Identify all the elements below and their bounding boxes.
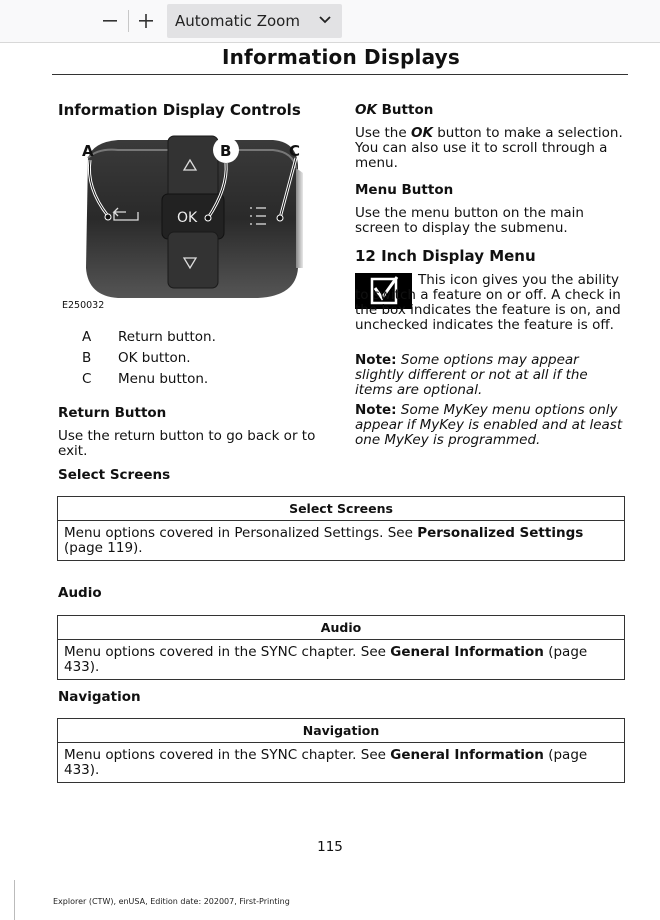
table-header: Navigation — [58, 719, 624, 743]
page-number: 115 — [317, 839, 343, 855]
controls-heading: Information Display Controls — [58, 101, 301, 119]
table-cell: Menu options covered in Personalized Settings. See Personalized Settings (page 119). — [64, 525, 584, 556]
toolbar-divider — [128, 10, 129, 32]
general-information-link[interactable]: General Information — [390, 747, 544, 763]
ok-heading: OK Button — [355, 102, 434, 118]
ok-key-label: OK — [177, 210, 198, 226]
return-text: Use the return button to go back or to exit. — [58, 428, 316, 459]
table-cell: Menu options covered in the SYNC chapter. See General Information (page 433). — [64, 644, 588, 675]
note-2: Note: Some MyKey menu options only appear if MyKey is enabled and at least one MyKey is programmed. — [355, 402, 623, 448]
minus-icon — [102, 13, 118, 29]
select-screens-table — [57, 496, 625, 561]
zoom-out-button[interactable] — [96, 8, 124, 34]
table-header: Audio — [58, 616, 624, 640]
navigation-heading: Navigation — [58, 689, 141, 705]
personalized-settings-link[interactable]: Personalized Settings — [417, 525, 584, 541]
menu-heading: Menu Button — [355, 182, 454, 198]
general-information-link[interactable]: General Information — [390, 644, 544, 660]
page-title: Information Displays — [221, 45, 461, 69]
display-menu-heading: 12 Inch Display Menu — [355, 247, 536, 265]
page-edge — [0, 880, 15, 920]
note-1: Note: Some options may appear slightly different or not at all if the items are optional. — [355, 352, 588, 398]
menu-text: Use the menu button on the main screen to display the submenu. — [355, 205, 584, 236]
ok-text: Use the OK button to make a selection. You can also use it to scroll through a menu. — [355, 125, 623, 171]
audio-table — [57, 615, 625, 680]
navigation-table — [57, 718, 625, 783]
page-footer: Explorer (CTW), enUSA, Edition date: 202007, First-Printing — [53, 897, 290, 906]
audio-heading: Audio — [58, 585, 102, 601]
select-screens-heading: Select Screens — [58, 467, 171, 483]
checkbox-text: This icon gives you the ability to switch a feature on or off. A check in the box indicates the feature is on, and unchecked indicates the feature is off. — [355, 272, 621, 333]
plus-icon — [138, 13, 154, 29]
zoom-select[interactable] — [167, 4, 342, 38]
title-rule — [52, 74, 628, 75]
callout-b: B — [220, 142, 232, 160]
legend-row-c: C Menu button. — [82, 371, 209, 387]
callout-a: A — [82, 142, 94, 160]
return-heading: Return Button — [58, 405, 167, 421]
table-cell: Menu options covered in the SYNC chapter. See General Information (page 433). — [64, 747, 588, 778]
zoom-select-value: Automatic Zoom — [175, 12, 300, 30]
figure-id: E250032 — [62, 300, 105, 311]
callout-c: C — [289, 142, 301, 160]
pdf-viewer-toolbar — [0, 0, 660, 43]
legend-row-a: A Return button. — [82, 329, 216, 345]
legend-row-b: B OK button. — [82, 350, 191, 366]
zoom-in-button[interactable] — [132, 8, 160, 34]
table-header: Select Screens — [58, 497, 624, 521]
steering-wheel-controls-illustration — [58, 128, 318, 308]
chevron-down-icon — [318, 13, 332, 27]
